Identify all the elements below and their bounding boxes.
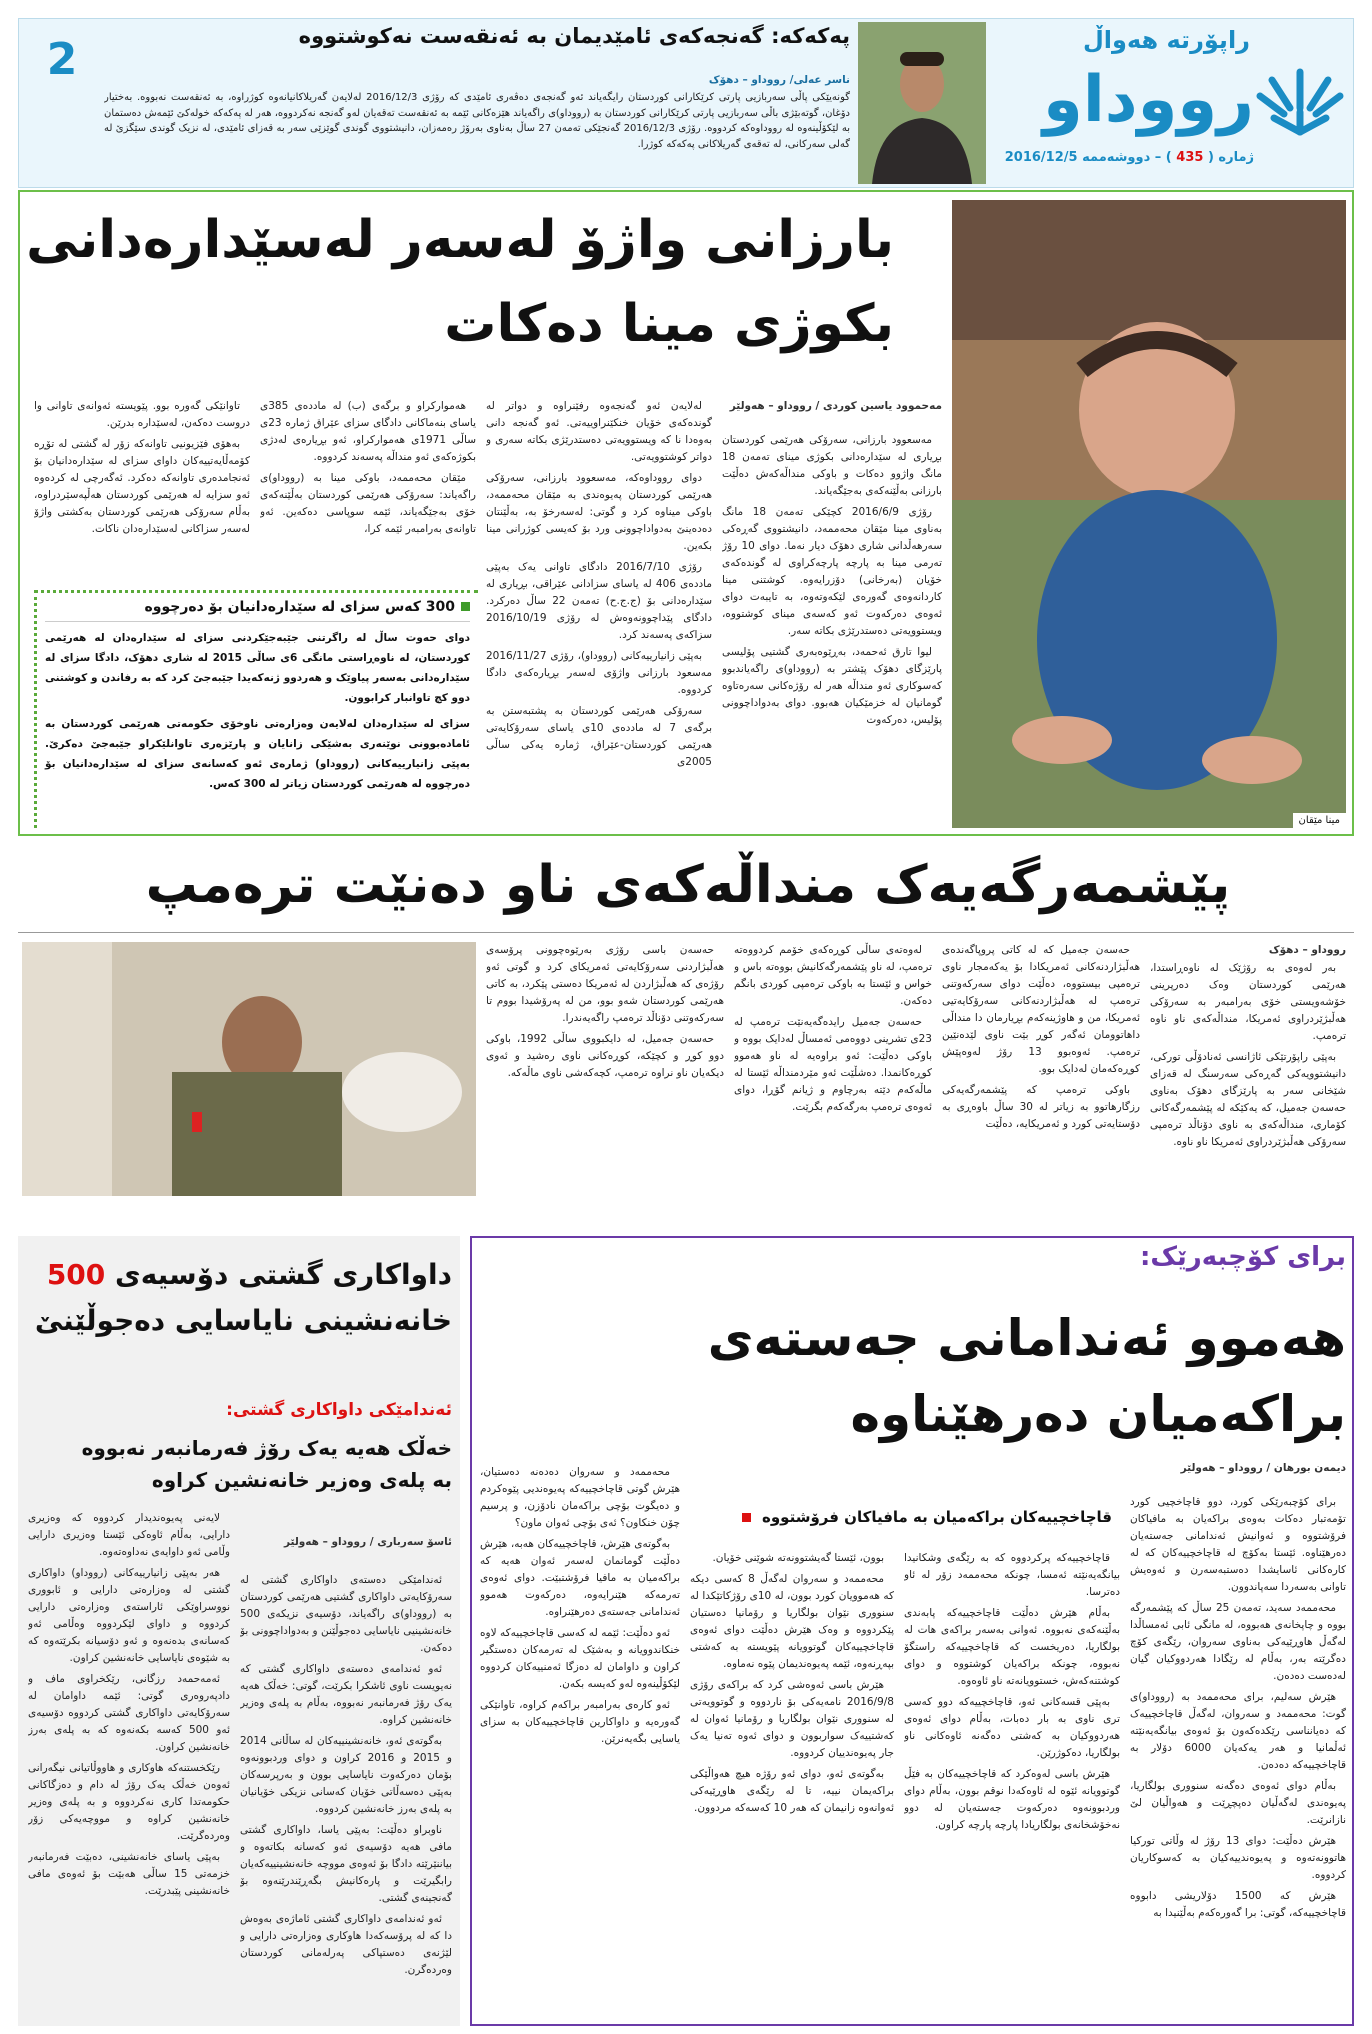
logo-tagline: راپۆرتە هەواڵ [1082,26,1250,54]
issue-line: ژمارە ( 435 ) – دووشەممە 2016/12/5 [1004,150,1254,165]
story4-headline-line1 [28,1252,452,1298]
story3-headline-line2: براکەمیان دەرهێناوە [850,1385,1346,1443]
header-kicker-label: پەکەکە: [771,24,850,48]
story3-headline-line1: هەموو ئەندامانی جەستەی [707,1309,1346,1367]
story3-col2-p3: بەپێی قسەکانی ئەو، قاچاخچییەکە دوو کەسی تری ناوی بە بار دەبات، بەڵام دوای ئەوەی هەردووکیان بە کەشتی دەگەنە ئاوەکانی ناو بولگاریا، دەکوژرێن. [904,1696,1120,1759]
child-photo-icon [952,200,1346,828]
story1-col2-p5: سەرۆکی هەرێمی کوردستان بە پشتبەستن بە برگەی 7 لە ماددەی 10ی یاسای سەرۆکایەتی هەرێمی کوردستان-عێراق، ژمارە یەکی ساڵی 2005ی [486,705,712,768]
story2-soldier-photo [22,942,476,1196]
story1-col1-p1: مەسعوود بارزانی، سەرۆکی هەرێمی کوردستان بڕیاری لە سێدارەدانی بکوژی مینای تەمەن 18 مانگ واژوو دەکات و باوکی منداڵەکەش دەڵێت بارزانی بەڵێنەکەی بەجێگەیاند. [722,434,942,497]
story1-col2-p1: لەلایەن ئەو گەنجەوە رفێنراوە و دواتر لە گوندەکەی خۆیان خنکێنراوییەتی. ئەو گەنجە دانی بەوەدا نا کە ویستوویەتی دەستدرێژی بکاتە سەری و دواتر کوشتوویەتی. [486,400,712,463]
story4-headline [28,1252,452,1344]
story4-col1-p5: بەپێی یاسای خانەنشینی، دەبێت فەرمانبەر خزمەتی 15 ساڵی هەبێت بۆ ئەوەی مافی خانەنشینی پێبدرێت. [28,1851,230,1897]
issue-date: دووشەممە 2016/12/5 [1004,150,1151,165]
story2-byline: رووداو – دهۆک [1268,944,1346,956]
header-kicker [260,24,850,58]
story3-byline: دیمەن بورهان / رووداو – هەولێر [1180,1462,1346,1474]
logo-sunburst-icon [1254,52,1346,144]
story3-column-label: برای کۆچبەرێک: [1139,1242,1346,1272]
story3-col1-p3: هێرش سەلیم، برای محەممەد بە (رووداو)ی گوت: محەممەد و سەروان، لەگەڵ قاچاخچییەک کە دەیانناسی رێکدەکەون بۆ ئەوەی بیانگەیەنێتە ئەڵمانیا و هەر یەکەیان 6000 دۆلار بە قاچاخچییەکە دەدەن. [1130,1691,1346,1771]
story4-col2-p3: بەگوتەی ئەو، خانەنشینییەکان لە ساڵانی 2014 و 2015 و 2016 کراون و دوای وردبوونەوە بۆمان دەرکەوت نایاسایی بوون و بەرپرسەکان بەپێی دەسەڵاتی خۆیان کەسانی نزیکی خۆیانیان بە پلەی بەرز خانەنشین کردووە. [240,1735,452,1815]
story4-col2 [240,1572,452,2018]
story2-top-rule [18,932,1354,933]
story2-col3-p1: لەوەتەی ساڵی کوڕەکەی خۆمم کردووەتە ترەمپ، لە ناو پێشمەرگەکانیش بووەتە باس و خواس و ئێستا بە باوکی ترەمپی کوردی بانگم دەکەن. [734,944,932,1007]
story3-col1 [1130,1494,1346,2018]
story3-col3-p1: بوون، ئێستا گەیشتوونەتە شوێنی خۆیان. [712,1552,884,1564]
story3-headline [490,1300,1346,1452]
story3-col1-p4: بەڵام دوای ئەوەی دەگەنە سنووری بولگاریا، پەیوەندی لەگەڵیان دەپچڕێت و هەواڵیان لێ نازانرێت. [1130,1780,1346,1826]
story3-col4 [480,1464,680,2018]
story1-col1-p3: لیوا تارق ئەحمەد، بەڕێوەبەری گشتیی پۆلیسی پارێزگای دهۆک پێشتر بە (رووداو)ی راگەیاندبوو کەسوکاری ئەو منداڵە هەر لە رۆژەکانی سەرەتاوە گومانیان لە خزمێکیان هەبوو. دوای بەدواداچوونی پۆلیس، دەرکەوت [722,646,942,726]
story4-col2-p1: ئەندامێکی دەستەی داواکاری گشتی لە سەرۆکایەتی داواکاری گشتیی هەرێمی کوردستان بە (رووداو)ی راگەیاند، دۆسیەی نزیکەی 500 خانەنشینیی نایاسایی دەجوڵێنن و بەدواداچوونی بۆ دەکەن. [240,1574,452,1654]
story1-col1-p2: رۆژی 2016/6/9 کچێکی تەمەن 18 مانگ بەناوی مینا مێقان محەممەد، دانیشتووی گەڕەکی سەرهەڵدانی شاری دهۆک دیار نەما. دوای 10 رۆژ تەرمی مینا بە پارچە پارچەکراوی لە گوندەکەی خۆیان (بەرخانی) دۆزرایەوە. کوشتنی مینا کاردانەوەی گەورەی لێکەوتەوە، بە تایبەت دوای ئەوەی دەرکەوت ئەو کەسەی مینای کوشتووە، ویستوویەتی دەستدرێژی بکاتە سەر. [722,506,942,637]
story3-col1-p1: برای کۆچبەرێکی کورد، دوو قاچاخچیی کورد تۆمەتبار دەکات بەوەی براکەیان بە مافیاکان فرۆشتووە و ئەوانیش ئەندامانی جەستەیان دەرهێناوە. ئێستا بەکۆچ لە قاچاخچییەکان کە لە کارەکانی ئاسایشدا دەستبەسەرن و ئەوەیش تاوانی بەسەردا سەپاندوون. [1130,1496,1346,1593]
logo-block [1000,22,1350,186]
story4-col1-p3: ئەمەحمەد رزگانی، رێکخراوی ماف و دادپەروەری گوتی: ئێمە داوامان لە سەرۆکایەتی داواکاری گشتی کردووە دۆسیەی ئەو 500 کەسە بکەنەوە کە بە پلەی بەرز خانەنشین کراون. [28,1673,230,1753]
story2-col1-p1: بەر لەوەی بە رۆژێک لە ناوەڕاستدا، هەرێمی کوردستان وەک دەرپرینی خۆشەویستی خۆی بەرامبەر بە سەرۆکی هەڵبژێردراوی ئەمریکا، منداڵەکەی ناو ناوە ترەمپ. [1150,962,1346,1042]
story1-col4-p2: بەهۆی فێزیونیی تاوانەکە زۆر لە گشتی لە تۆڕە کۆمەڵایەتییەکان داوای سزای لە سێدارەدانیان بۆ ئەنجامدەری تاوانەکە دەکرد. ئەگەرچی لە کردەوە ئەو سزایە لە هەرێمی کوردستان هەڵپەسێردراوە، بەڵام سەرۆکی هەرێمی کوردستان بەکشتی واژۆ لەسەر سزاکانی لەسێدارەدان ناکات. [34,438,250,535]
story3-col3-p2: محەممەد و سەروان لەگەڵ 8 کەسی دیکە کە هەموویان کورد بوون، لە 10ی رۆژکاتێکدا لە سنووری نێوان بولگاریا و رۆمانیا دەستیان پێکردووە و وەک هێرش دەڵێت دوای ئەوەی قاچاخچییەکان گوتوویانە پێویستە بە کەشتی بپەڕنەوە، ئێمە پەیوەندیمان پێوە نەماوە. [690,1573,894,1670]
story1-col2 [486,398,712,828]
story4-sub-line2: بە پلەی وەزیر خانەنشین کراوە [151,1468,452,1492]
story3-col2-p4: هێرش باسی لەوەکرد کە قاچاخچییەکان بە فێڵ گوتوویانە ئێوە لە ئاوەکەدا نوقم بوون، بەڵام دوای وردبوونەوە دەرکەوت جەستەیان لە دوو نەخۆشخانەی بولگاریادا پارچە پارچە کراون. [904,1768,1120,1831]
story3-col1-p5: هێرش دەڵێت: دوای 13 رۆژ لە وڵاتی تورکیا هاتوونەتەوە و پەیوەندییەکیان بە کەسوکاریان کردووە. [1130,1835,1346,1881]
story4-sub-line1: خەڵک هەیە یەک رۆژ فەرمانبەر نەبووە [81,1436,452,1460]
story1-headline-line2: بکوژی مینا دەکات [444,294,894,354]
story2-col3-p2: حەسەن جەمیل رایدەگەیەنێت ترەمپ لە 23ی تشرینی دووەمی ئەمساڵ لەدایک بووە و باوکی دەڵێت: ئەو براوەیە لە ناو هەموو کوڕەکانمدا. دەشڵێت ئەو مێردمنداڵە ئێستا لە ماڵەکەم دێتە بەرچاوم و ژیانم گۆڕا، دوای ئەوەی ترەمپ بەرگەکەم بگرێت. [734,1016,932,1113]
story1-child-photo [952,200,1346,828]
story2-col4-p2: حەسەن جەمیل، لە دایکبووی ساڵی 1992، باوکی دوو کوڕ و کچێکە، کوڕەکانی ناوی رەشید و ئەوی دیکەیان ناو نراوە ترەمپ، کچەکەشی ناوی ماڵەکە. [486,1033,724,1079]
story1-col2-p4: بەپێی زانیارییەکانی (رووداو)، رۆژی 2016/11/27 مەسعود بارزانی واژۆی لەسەر بڕیارەکەی دادگا کردووە. [486,650,712,696]
story3-col3-p3: هێرش باسی ئەوەشی کرد کە براکەی رۆژی 2016/9/8 نامەیەکی بۆ ناردووە و گوتوویەتی لە سنووری نێوان بولگاریا و رۆمانیا ئەوان لە کەشتییەک سواربوون و دوای ئەوە تەنیا یەک جار پەیوەندییان کردووە. [690,1679,894,1759]
story3-col4-p4: ئەو کارەی بەرامبەر براکەم کراوە، تاوانێکی گەورەیە و داواکارین قاچاخچییەکان بە سزای یاسایی بگەیەنرێن. [480,1699,680,1745]
story4-headline-line2: خانەنشینی نایاسایی دەجوڵێنێ [34,1304,452,1337]
logo-name: رووداو [1043,63,1254,137]
story2-col4 [486,942,724,1196]
story1-headline-line1: بارزانی واژۆ لەسەر لەسێدارەدانی [26,210,894,270]
header-byline: ناسر عەلی/ رووداو – دهۆک [708,74,850,86]
story4-col1-p4: رێکخستنەکە هاوکاری و هاووڵاتیانی نیگەرانی ئەوەن خەڵک یەک رۆژ لە دام و دەزگاکانی حکومەتدا کاری نەکردووە و بە پلەی وەزیر خانەنشین کراوە و مووچەیەکی زۆر وەردەگرێت. [28,1762,230,1842]
story1-col1 [722,432,942,828]
square-bullet-icon [742,1513,751,1522]
story1-col2-p3: رۆژی 2016/7/10 دادگای تاوانی یەک بەپێی ماددەی 406 لە یاسای سزادانی عێراقی، بڕیاری لە سێدارەدانی بۆ (ج.ج.ح) تەمەن 22 ساڵ دەرکرد. دادگای پێداچوونەوەش لە رۆژی 2016/10/19 سزاکەی پەسەند کرد. [486,561,712,641]
story4-sub [28,1432,452,1496]
story4-col2-p2: ئەو ئەندامەی دەستەی داواکاری گشتی کە نەیویست ناوی ئاشکرا بکرێت، گوتی: خەڵک هەیە یەک رۆژ فەرمانبەر نەبووە، بەڵام بە پلەی وەزیر خانەنشین کراوە. [240,1663,452,1726]
story2-col4-p1: حەسەن باسی رۆژی بەرێوەچوونی پرۆسەی هەڵبژاردنی سەرۆکایەتی ئەمریکای کرد و گوتی ئەو رۆژەی کە هەڵبژاردن لە ئەمریکا دەستی پێکرد، بە کاتی هەرێمی کوردستان شەو بوو، من لە پەرۆشیدا بووم تا سەرکەوتنی دۆناڵد ترەمپ راگەیەندرا. [486,944,724,1024]
story2-col2-p2: باوکی ترەمپ کە پێشمەرگەیەکی رزگارهاتوو بە زیاتر لە 30 ساڵ باوەڕی بە دۆستایەتی کورد و ئەمریکایە، دەڵێت [942,1084,1140,1130]
header-intro: گونەیێکی پاڵی سەربازیی پارتی کرێکارانی کوردستان رایگەیاند ئەو گەنجەی دەڤەری ئامێدی کە رۆژی 2016/12/3 لەلایەن گەریلاکانیانەوە کوژراوە، بە ئەنقەست نەبووە. بەختیار دۆغان، گوتەبێژی باڵی سەربازیی پارتی کرێکارانی کوردستان بە (رووداو)ی راگەیاند هێزەکانی ئێمە بە ئەنقەست تەقەیان لەو گەنجە نەکردووە، هەر لە پەکەکە خولەکێ ئێمەش دەستمان بە لێکۆڵینەوە لە رووداوەکە کردووە. رۆژی 2016/12/3 گەنجێکی تەمەن 27 ساڵ بەناوی بەرۆژ رەمەزان، دانیشتووی گوندی گوێزێی سەر بە قەزای ئامێدی، لە نزیک گوندی سێگزێ لە گەلی سەرکانی، لە تەقەی گەریلاکانی پەکەکە کوژرا. [104,92,850,150]
box300-p2: سزای لە سێدارەدان لەلایەن وەزارەتی ناوخۆی حکومەتی هەرێمی کوردستان بە ئامادەبوونی نوێنەری بەشێکی زانایان و پارێزەری تاوانلێکراو جێبەجێ دەکرێ. بەپێی زانیارییەکانی (رووداو) ژمارەی ئەو کەسانەی سزای لە سێدارەدانیان بۆ دەرچووە لە هەرێمی کوردستان زیاتر لە 300 کەس. [45,718,470,790]
square-bullet-icon [461,602,470,611]
person-portrait-icon [858,22,986,184]
story3-col1-p6: هێرش کە 1500 دۆلاریشی دابووە قاچاخچییەکە، گوتی: برا گەورەکەم بەڵێنیدا بە [1130,1890,1346,1919]
story3-subhead [712,1508,1112,1526]
story3-subhead-text: قاچاخچییەکان براکەمیان بە مافیاکان فرۆشتووە [762,1508,1112,1526]
story4-col1-p2: هەر بەپێی زانیارییەکانی (رووداو) داواکاری گشتی لە وەزارەتی دارایی و ئابووری نووسراوێکی ئاراستەی وەزارەتی دارایی کردووە و داوای لێکردووە وەڵامی ئەو کەسانەی بدەنەوە و ئەو دۆسیانە بکرێتەوە کە بە شێوەی نایاسایی خانەنشین کراون. [28,1567,230,1664]
story1-headline [26,198,894,388]
soldier-with-baby-icon [22,942,476,1196]
story2-col3 [734,942,932,1196]
story4-sub-label: ئەندامێکی داواکاری گشتی: [226,1400,452,1420]
story3-col4-p2: بەگوتەی هێرش، قاچاخچییەکان هەبە، هێرش دەڵێت گومانمان لەسەر ئەوان هەیە کە براکەمیان بە مافیا فرۆشتبێت. دوای ئەوەی تەرمەکە هێنرایەوە، دەرکەوت هەموو ئەندامانی جەستەی دەرهێنراوە. [480,1538,680,1618]
story1-col3 [260,398,476,576]
story2-col2 [942,942,1140,1196]
story2-col1 [1150,960,1346,1196]
header-portrait-photo [858,22,986,184]
story1-col3-p2: مێقان محەممەد، باوکی مینا بە (رووداو)ی راگەیاند: سەرۆکی هەرێمی کوردستان بەڵێنەکەی خۆی بەجێگەیاند، ئێمە سوپاسی دەکەین. ئەو تاوانەی بەرامبەر ئێمە کرا، [260,472,476,535]
header-kicker-headline: گەنجەکەی ئامێدیمان بە ئەنقەست نەکوشتووە [298,24,764,48]
story3-col2-p1: قاچاخچییەکە پرکردووە کە بە رێگەی وشکانیدا بیانگەیەنێتە ئەمسا، چونکە محەممەد زۆر لە ئاو دەترسا. [904,1552,1120,1598]
story3-col4-p1: محەممەد و سەروان دەدەنە دەستیان، هێرش گوتی قاچاخچییەکە پەیوەندیی پێوەکردم و دەیگوت بۆچی براکەمان نادۆزن، و پرسیم چۆن خنکاون؟ ئەی بۆچی ئەوان ماون؟ [480,1466,680,1529]
story3-col3-p4: بەگوتەی ئەو، دوای ئەو رۆژە هیچ هەواڵێکی براکەیمان نییە، تا لە رێگەی هاوڕێیەکی ئەوانەوە زانیمان کە هەر 10 کەسەکە مردوون. [690,1768,894,1814]
story2-headline: پێشمەرگەیەک منداڵەکەی ناو دەنێت ترەمپ [145,855,1231,915]
story3-col4-p3: ئەو دەڵێت: ئێمە لە کەسی قاچاخچییەکە لاوە خنکاندوویانە و بەشێک لە تەرمەکان دەستگیر کراون و داوامان لە دەزگا ئەمنییەکان کردووە لێکۆڵینەوە لەو کەیسە بکەن. [480,1627,680,1690]
story3-col3 [690,1550,894,2018]
story4-col2-p5: ئەو ئەندامەی داواکاری گشتی ئاماژەی بەوەش دا کە لە پرۆسەکەدا هاوکاری وەزارەتی دارایی و لێژنەی دەستپاکی پەرلەمانی کوردستان وەردەگرن. [240,1913,452,1976]
story4-col1-p1: لایەنی پەیوەندیدار کردووە کە وەزیری دارایی، بەڵام ئاوەکی ئێستا وەزیری دارایی وڵامی ئەو داوایەی نەداوەتەوە. [28,1512,230,1558]
issue-number: 435 [1176,150,1204,165]
issue-label: ژمارە [1218,150,1254,165]
story3-col1-p2: محەممەد سەید، تەمەن 25 ساڵ کە پێشمەرگە بووە و چاپخانەی هەبووە، لە مانگی ئابی ئەمساڵدا لەگەڵ هاوڕێیەکی بەناوی سەروان، رێگەی کۆچ دەگرێتە بەر، بەڵام لە رێگادا هەردووکیان گیان لەدەست دەدەن. [1130,1602,1346,1682]
page-number: 2 [46,34,78,85]
story4-headline-number: 500 [46,1258,106,1291]
story3-col2 [904,1550,1120,2018]
story4-col2-p4: ناوبراو دەڵێت: بەپێی یاسا، داواکاری گشتی مافی هەیە دۆسیەی ئەو کەسانە بکاتەوە و بیاننێرێتە دادگا بۆ ئەوەی مووچە خانەنشینییەکەیان رابگیرێت و پارەکانیش بگەڕێندرێنەوە بۆ گەنجینەی گشتی. [240,1824,452,1904]
story1-photo-caption: مینا مێقان [1293,813,1346,828]
story2-col2-p1: حەسەن جەمیل کە لە کاتی پروپاگەندەی هەڵبژاردنەکانی ئەمریکادا بۆ یەکەمجار ناوی ترەمپی بیستووە، دەڵێت دوای سەرکەوتنی ترەمپ لە هەڵبژاردنەکانی سەرۆکایەتیی ئەمریکا، من و هاوژینەکەم بڕیارمان دا منداڵی داهاتوومان ئەگەر کوڕ بێت ناوی لێدەنێین ترەمپ. ئەوەبوو 13 رۆژ لەوەپێش کوڕەکەمان لەدایک بوو. [942,944,1140,1075]
box300-title [45,599,470,622]
story1-col4-p1: تاوانێکی گەورە بوو. پێویستە ئەوانەی تاوانی وا دروست دەکەن، لەسێدارە بدرێن. [34,400,250,429]
box300-title-text: 300 کەس سزای لە سێدارەدانیان بۆ دەرچووە [144,599,455,615]
story1-col3-p1: هەموارکراو و برگەی (ب) لە ماددەی 385ی یاسای بنەماکانی دادگای سزای عێراق ژمارە 23ی ساڵی 1971ی هەموارکراو، ئەو بڕیارەی لەدژی بکوژەکەی ئەو منداڵە پەسەند کردووە. [260,400,476,463]
story1-col4 [34,398,250,576]
story1-byline: مەحموود یاسین کوردی / رووداو – هەولێر [729,400,942,412]
box300-p1: دوای حەوت ساڵ لە راگرتنی جێبەجێکردنی سزای لە سێدارەدان لە هەرێمی کوردستان، لە ناوەڕاستی مانگی 6ی ساڵی 2015 لە شاری دهۆک، دادگا سزای لە سێدارەدانی بەسەر پیاوێک و هەردوو ژنەکەیدا جێبەجێ کرد کە بە رفاندن و کوشتنی دوو کچ تاوانبار کرابوون. [45,632,470,704]
box300 [34,590,478,828]
story4-col1 [28,1510,230,2018]
story4-headline-line1-text: داواکاری گشتی دۆسیەی [115,1258,452,1291]
story3-col2-p2: بەڵام هێرش دەڵێت قاچاخچییەکە پابەندی بەڵێنەکەی نەبووە. ئەوانی بەسەر براکەی هات لە بولگاریا، دەریخست کە قاچاخچییەکە راستگۆ نەبووە، چونکە براکەیان کوشتووە و دوای کوشتنەکەش، خستوویانەتە ناو ئاوەوە. [904,1607,1120,1687]
story2-col1-p2: بەپێی راپۆرتێکی ئاژانسی ئەنادۆڵی تورکی، دانیشتوویەکی گەڕەکی سەرسنگ لە قەزای شێخانی سەر بە پارێزگای دهۆک بەناوی حەسەن جەمیل، کە یەکێکە لە پێشمەرگەکانی کۆماری، منداڵەکەی بە ناوی دۆناڵد ترەمپی سەرۆکی هەڵبژێردراوی ئەمریکا ناو ناوە. [1150,1051,1346,1148]
story4-byline: ئاسۆ سەرباری / رووداو – هەولێر [284,1536,452,1548]
story1-col2-p2: دوای رووداوەکە، مەسعوود بارزانی، سەرۆکی هەرێمی کوردستان پەیوەندی بە مێقان محەممەد، باوکی میناوە کرد و گوتی: لەسەرخۆ بە، بەڵێنتان دەدەینێ بەدواداچوونی ورد بۆ کەیسی کوژرانی مینا بکەین. [486,472,712,552]
